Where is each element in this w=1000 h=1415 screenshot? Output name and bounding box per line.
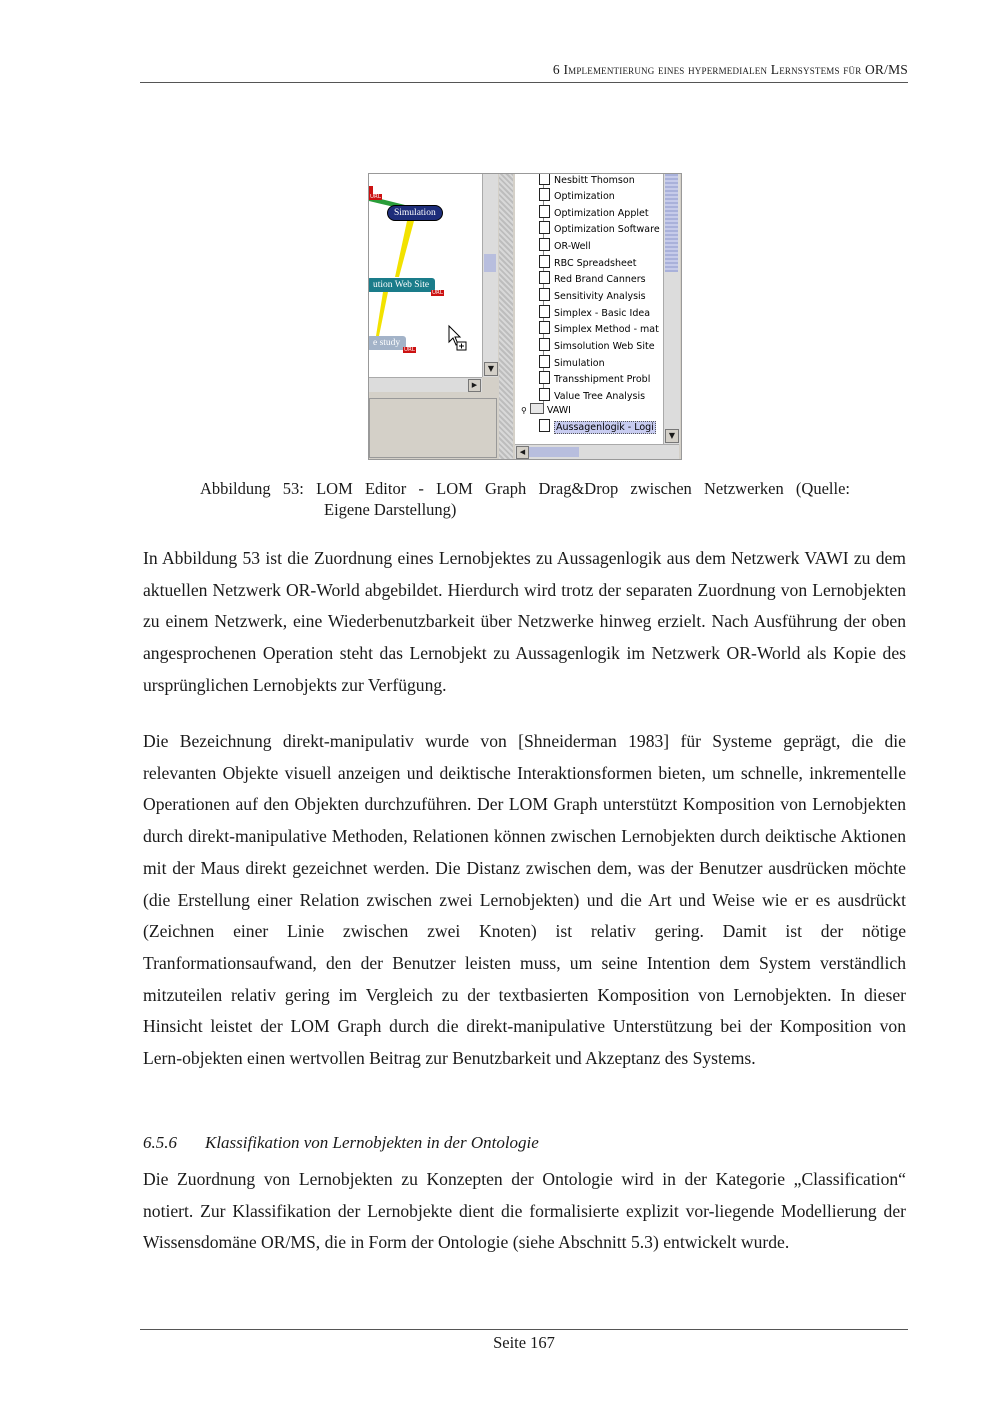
caption-line-2: Eigene Darstellung) [324,500,457,519]
document-icon [539,321,550,334]
tree-item-label: Optimization [554,191,615,202]
document-icon [539,371,550,384]
lom-graph-pane [369,174,499,459]
network-tree [515,174,663,444]
tree-item-label: Nesbitt Thomson [554,175,635,186]
tree-item[interactable] [515,338,663,354]
scroll-right-icon[interactable]: ▶ [468,379,481,392]
section-title: Klassifikation von Lernobjekten in der Ontologie [205,1133,539,1152]
header-rule [140,82,908,83]
document-icon [539,338,550,351]
tree-item-label: Simsolution Web Site [554,341,655,352]
tree-item-label: Transshipment Probl [554,374,651,385]
url-badge-top: URL [370,194,381,200]
edge-yellow-lower [376,292,388,336]
graph-node-simulation[interactable]: Simulation [387,205,443,221]
url-badge-web-site: URL [432,290,443,296]
section-number: 6.5.6 [143,1133,177,1152]
tree-item[interactable] [515,238,663,254]
folder-icon [530,403,544,414]
tree-item[interactable] [515,271,663,287]
document-icon [539,205,550,218]
tree-item-label: Optimization Software [554,224,660,235]
tree-item-label: Simplex - Basic Idea [554,308,651,319]
tree-item[interactable] [515,288,663,304]
tree-item-label: Optimization Applet [554,208,649,219]
document-icon [539,419,550,432]
document-icon [539,288,550,301]
graph-node-case-study[interactable]: e study [369,336,406,350]
figure-caption [200,478,850,520]
running-header [140,62,908,78]
tree-item[interactable] [515,305,663,321]
tree-horizontal-scrollbar[interactable] [515,444,679,460]
tree-item[interactable] [515,174,663,188]
graph-lower-panel [369,398,497,458]
tree-item[interactable] [515,371,663,387]
caption-line-1: Abbildung 53: LOM Editor - LOM Graph Drag&Drop zwischen Netzwerken (Quelle: [200,479,850,498]
url-badge-case-study: URL [404,347,415,353]
tree-item[interactable] [515,188,663,204]
tree-item[interactable] [515,321,663,337]
paragraph-3: Die Zuordnung von Lernobjekten zu Konzepten der Ontologie wird in der Kategorie „Classification“ notiert. Zur Klassifikation der Lernobjekte dient die formalisierte explizit vor-liegende Modellierung der Wissensdomäne OR/MS, die in Form der Ontologie (siehe Abschnitt 5.3) entwickelt wurde. [143,1169,906,1253]
tree-item-label: OR-Well [554,241,591,252]
document-icon [539,388,550,401]
document-icon [539,271,550,284]
document-icon [539,355,550,368]
tree-item-label: Simplex Method - mat [554,324,659,335]
document-icon [539,188,550,201]
tree-item[interactable] [515,255,663,271]
footer-rule [140,1329,908,1330]
document-icon [539,238,550,251]
graph-horizontal-scrollbar[interactable] [369,377,482,392]
section-heading [143,1133,539,1153]
tree-item[interactable] [515,205,663,221]
scroll-down-icon[interactable]: ▼ [665,429,679,443]
tree-item-label: Value Tree Analysis [554,391,646,402]
tree-item-label: Red Brand Canners [554,274,646,285]
graph-node-web-site[interactable]: ution Web Site [369,278,435,292]
page-footer [140,1333,908,1353]
tree-item[interactable] [515,355,663,371]
pane-splitter[interactable] [499,174,513,459]
lom-graph-canvas[interactable] [369,174,482,377]
tree-item-label: Simulation [554,358,605,369]
page-number: Seite 167 [493,1333,555,1352]
paragraph-2: Die Bezeichnung direkt-manipulativ wurde von [Shneiderman 1983] für Systeme geprägt, die die relevanten Objekte visuell anzeigen und deiktische Interaktionsformen bieten, um schnelle, inkrementelle Operationen auf den Objekten durchzuführen. Der LOM Graph unterstützt Komposition von Lernobjekten durch direkt-manipulative Methoden, Relationen können zwischen Lernobjekten durch deiktische Aktionen mit der Maus direkt gezeichnet werden. Die Distanz zwischen dem, was der Benutzer ausdrücken möchte (die Erstellung einer Relation zwischen zwei Lernobjekten) und die Art und Weise wie er es ausdrückt (Zeichnen einer Linie zwischen zwei Knoten) ist relativ gering. Damit ist der nötige Tranformationsaufwand, den der Benutzer leisten muss, um seine Intention dem System verständlich mitzuteilen relativ gering im Vergleich zu der textbasierten Komposition von Lernobjekten. In dieser Hinsicht leistet der LOM Graph durch die direkt-manipulative Unterstützung bei der Komposition von Lern-objekten einen wertvollen Beitrag zur Benutzbarkeit und Akzeptanz des Systems. [143,731,906,1069]
tree-item-label: Aussagenlogik - Logi [556,422,654,433]
scroll-down-icon[interactable]: ▼ [484,362,498,376]
tree-item[interactable] [515,221,663,237]
tree-vscroll-thumb[interactable] [665,174,678,272]
graph-vertical-scrollbar[interactable] [482,174,498,377]
document-icon [539,221,550,234]
tree-vertical-scrollbar[interactable] [663,174,680,444]
graph-vscroll-thumb[interactable] [484,254,496,272]
running-header-text: 6 Implementierung eines hypermedialen Lernsystems für OR/MS [552,62,908,77]
figure-lom-editor-screenshot [368,173,682,460]
tree-hscroll-thumb[interactable] [529,447,579,457]
document-icon [539,305,550,318]
tree-item-label: Sensitivity Analysis [554,291,646,302]
tree-item-label: RBC Spreadsheet [554,258,637,269]
document-icon [539,255,550,268]
tree-item[interactable] [515,388,663,404]
paragraph-1: In Abbildung 53 ist die Zuordnung eines Lernobjektes zu Aussagenlogik aus dem Netzwerk VAWI zu dem aktuellen Netzwerk OR-World abgebildet. Hierdurch wird trotz der separaten Zuordnung von Lernobjekten zu einem Netzwerk, eine Wiederbenutzbarkeit über Netzwerke hinweg erzielt. Nach Ausführung der oben angesprochenen Operation steht das Lernobjekt zu Aussagenlogik im Netzwerk OR-World als Kopie des ursprünglichen Lernobjekts zur Verfügung. [143,548,906,695]
scroll-left-icon[interactable]: ◀ [516,446,529,459]
tree-folder-vawi[interactable] [515,403,663,419]
tree-folder-label: VAWI [546,405,571,416]
document-icon [539,174,550,185]
expand-pin-icon[interactable]: ⚲ [521,406,527,415]
tree-item-selected[interactable] [515,419,663,435]
edge-yellow-upper [395,221,414,277]
